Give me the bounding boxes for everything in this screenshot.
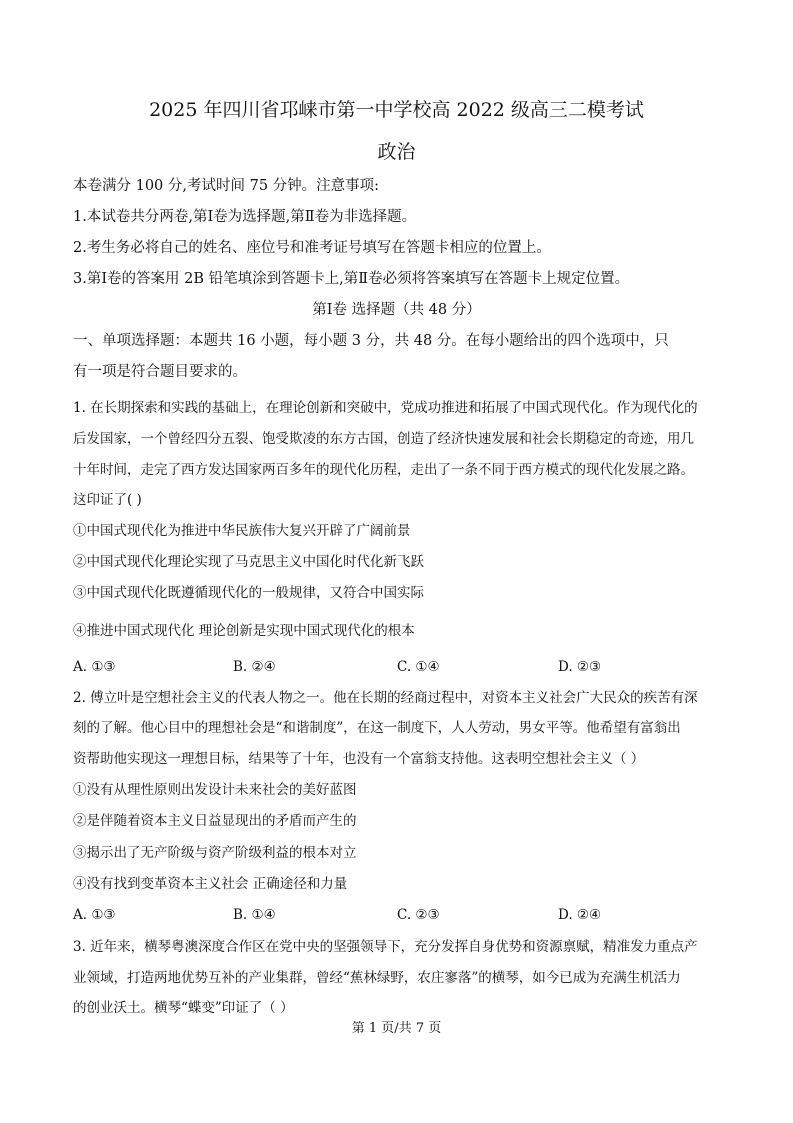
question-1-stem-line: 这印证了( ) xyxy=(73,492,142,508)
question-1-statement: ④推进中国式现代化 理论创新是实现中国式现代化的根本 xyxy=(73,623,415,639)
section-directions-line: 一、单项选择题：本题共 16 小题，每小题 3 分，共 48 分。在每小题给出的四个选项中，只 xyxy=(73,333,669,349)
question-2-statement: ①没有从理性原则出发设计未来社会的美好蓝图 xyxy=(73,782,357,798)
question-1-stem-line: 1. 在长期探索和实践的基础上，在理论创新和突破中，党成功推进和拓展了中国式现代化。作为现代化的 xyxy=(73,400,698,416)
question-2-stem-line: 2. 傅立叶是空想社会主义的代表人物之一。他在长期的经商过程中，对资本主义社会广大民众的疾苦有深 xyxy=(73,690,698,706)
question-1-stem-line: 后发国家，一个曾经四分五裂、饱受欺凌的东方古国，创造了经济快速发展和社会长期稳定的奇迹，用几 xyxy=(73,431,694,447)
question-1-statement: ②中国式现代化理论实现了马克思主义中国化时代化新飞跃 xyxy=(73,554,424,570)
page-number: 第 1 页/共 7 页 xyxy=(351,1021,442,1036)
question-2-statement: ③揭示出了无产阶级与资产阶级利益的根本对立 xyxy=(73,845,357,861)
question-1-option-d: D. ②③ xyxy=(558,659,602,675)
exam-title: 2025 年四川省邛崃市第一中学校高 2022 级高三二模考试 xyxy=(149,99,644,121)
question-2-option-a: A. ①③ xyxy=(73,907,116,923)
question-1-statement: ①中国式现代化为推进中华民族伟大复兴开辟了广阔前景 xyxy=(73,523,411,539)
question-1-option-c: C. ①④ xyxy=(397,659,440,675)
question-2-option-b: B. ①④ xyxy=(233,907,276,923)
question-1-stem-line: 十年时间，走完了西方发达国家两百多年的现代化历程，走出了一条不同于西方模式的现代化发展之路。 xyxy=(73,462,694,478)
section-directions-line: 有一项是符合题目要求的。 xyxy=(73,364,247,380)
instruction-item: 1.本试卷共分两卷,第Ⅰ卷为选择题,第Ⅱ卷为非选择题。 xyxy=(73,209,417,225)
question-3-stem-line: 3. 近年来，横琴粤澳深度合作区在党中央的坚强领导下，充分发挥自身优势和资源禀赋，精准发力重点产 xyxy=(73,939,698,955)
question-1-statement: ③中国式现代化既遵循现代化的一般规律，又符合中国实际 xyxy=(73,585,424,601)
question-2-statement: ②是伴随着资本主义日益显现出的矛盾而产生的 xyxy=(73,813,357,829)
question-1-option-a: A. ①③ xyxy=(73,659,116,675)
question-2-option-d: D. ②④ xyxy=(558,907,602,923)
subject-title: 政治 xyxy=(377,141,416,163)
question-1-option-b: B. ②④ xyxy=(233,659,276,675)
section-heading: 第Ⅰ卷 选择题（共 48 分） xyxy=(312,302,481,318)
instruction-item: 2.考生务必将自己的姓名、座位号和准考证号填写在答题卡相应的位置上。 xyxy=(73,240,551,256)
question-2-option-c: C. ②③ xyxy=(397,907,440,923)
instructions-intro: 本卷满分 100 分,考试时间 75 分钟。注意事项: xyxy=(73,178,380,194)
question-2-stem-line: 资帮助他实现这一理想目标，结果等了十年，也没有一个富翁支持他。这表明空想社会主义（ ） xyxy=(73,751,645,767)
question-2-statement: ④没有找到变革资本主义社会 正确途径和力量 xyxy=(73,876,348,892)
instruction-item: 3.第Ⅰ卷的答案用 2B 铅笔填涂到答题卡上,第Ⅱ卷必须将答案填写在答题卡上规定位置。 xyxy=(73,271,630,287)
question-3-stem-line: 的创业沃土。横琴“蝶变”印证了（ ） xyxy=(73,1000,294,1016)
question-2-stem-line: 刻的了解。他心目中的理想社会是“和谐制度”，在这一制度下，人人劳动，男女平等。他希望有富翁出 xyxy=(73,720,681,736)
question-3-stem-line: 业领域，打造两地优势互补的产业集群，曾经“蕉林绿野，农庄寥落”的横琴，如今已成为充满生机活力 xyxy=(73,970,681,986)
